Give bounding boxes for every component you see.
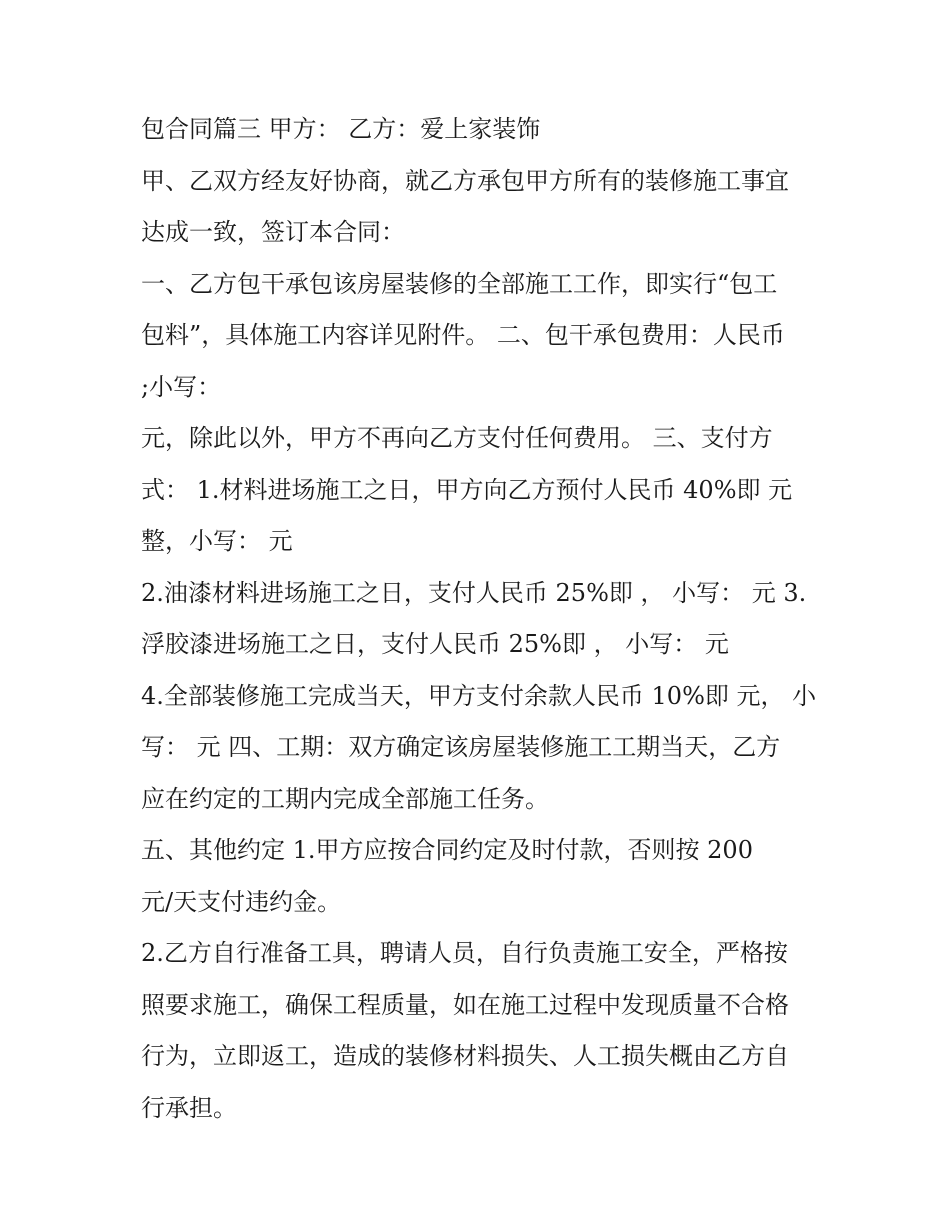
text-line-19: 行为，立即返工，造成的装修材料损失、人工损失概由乙方自	[141, 1042, 789, 1070]
text-line-1: 包合同篇三 甲方： 乙方：爱上家装饰	[141, 115, 541, 143]
text-line-6: ;小写：	[141, 372, 222, 401]
text-line-4: 一、乙方包干承包该房屋装修的全部施工工作，即实行“包工	[141, 269, 778, 298]
text-line-17: 2.乙方自行准备工具，聘请人员，自行负责施工安全，严格按	[141, 939, 788, 967]
text-line-15: 五、其他约定 1.甲方应按合同约定及时付款，否则按 200	[141, 836, 753, 864]
text-line-10: 2.油漆材料进场施工之日，支付人民币 25%即 ， 小写： 元 3.	[141, 578, 807, 607]
text-line-13: 写： 元 四、工期：双方确定该房屋装修施工工期当天，乙方	[141, 733, 781, 761]
contract-body	[141, 104, 841, 1134]
text-line-9: 整，小写： 元	[141, 527, 293, 555]
text-line-18: 照要求施工，确保工程质量，如在施工过程中发现质量不合格	[141, 990, 789, 1019]
text-line-3: 达成一致，签订本合同：	[141, 218, 405, 246]
text-line-12: 4.全部装修施工完成当天，甲方支付余款人民币 10%即 元， 小	[141, 681, 817, 710]
text-line-16: 元/天支付违约金。	[141, 887, 342, 916]
text-line-8: 式： 1.材料进场施工之日，甲方向乙方预付人民币 40%即 元	[141, 475, 793, 504]
text-line-11: 浮胶漆进场施工之日，支付人民币 25%即 ， 小写： 元	[141, 630, 729, 658]
text-line-7: 元，除此以外，甲方不再向乙方支付任何费用。 三、支付方	[141, 424, 773, 452]
text-line-20: 行承担。	[141, 1093, 237, 1122]
text-line-2: 甲、乙双方经友好协商，就乙方承包甲方所有的装修施工事宜	[141, 166, 789, 195]
text-line-14: 应在约定的工期内完成全部施工任务。	[141, 784, 549, 813]
text-line-5: 包料”，具体施工内容详见附件。 二、包干承包费用：人民币	[141, 321, 785, 349]
